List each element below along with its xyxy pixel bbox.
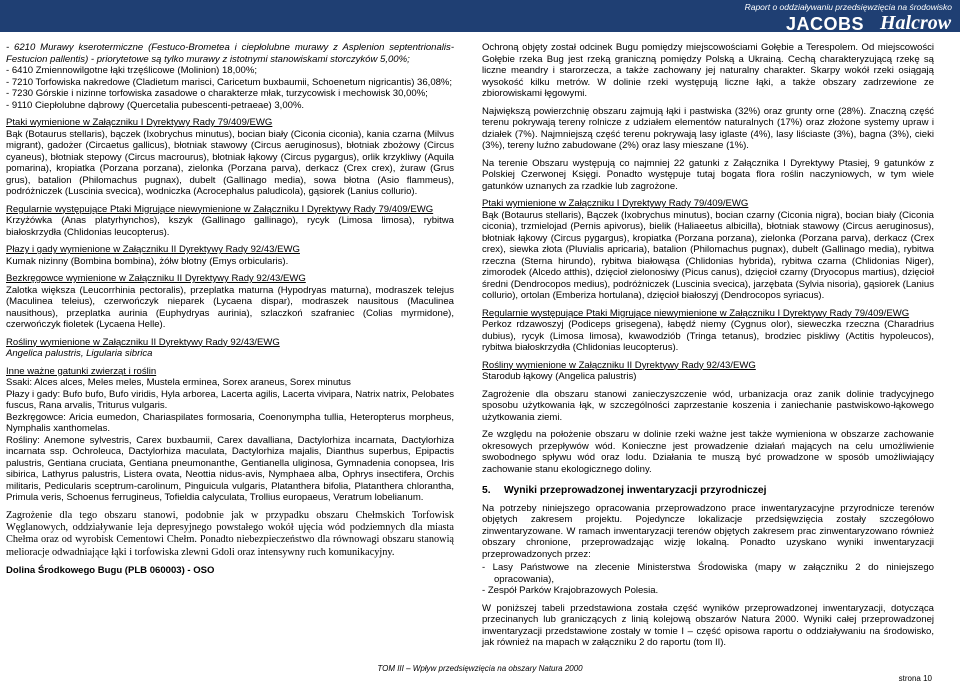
- right-migratory-text: Perkoz rdzawoszyj (Podiceps grisegena), łabędź niemy (Cygnus olor), sieweczka rzeczna (Charadrius dubius), rycyk (Limosa limosa), kwawodziób (Tringa tetanus), brodziec piskliwy (Actitis hypoleucos), rybitwa białoskrzydła (Chlidonias leucopterus).: [482, 319, 934, 353]
- amphibians-text: Kumak nizinny (Bombina bombina), żółw błotny (Emys orbicularis).: [6, 255, 289, 267]
- report-title: Raport o oddziaływaniu przedsięwzięcia na środowisko: [744, 2, 952, 12]
- footer-title: TOM III – Wpływ przedsięwzięcia na obszary Natura 2000: [377, 664, 583, 673]
- right-plants-heading: Rośliny wymienione w Załączniku II Dyrektywy Rady 92/43/EWG: [482, 359, 756, 371]
- other-ssaki: Ssaki: Alces alces, Meles meles, Mustela erminea, Sorex araneus, Sorex minutus: [6, 377, 351, 388]
- plants-section: [6, 337, 454, 360]
- invertebrates-section: [6, 273, 454, 331]
- right-birds-section: [482, 198, 934, 302]
- list-item: - Lasy Państwowe na zlecenie Ministerstwa Środowiska (mapy w załączniku 2 do niniejszego opracowania),: [482, 562, 934, 585]
- threat-paragraph: Zagrożenie dla tego obszaru stanowi, podobnie jak w przypadku obszaru Chełmskich Torfowisk Węglanowych, oddziaływanie leja depresyjnego powstałego wokół ujęcia wód podziemnych dla miasta Chełma oraz od wyrobisk Cementowi Chełm. Ponadto niebezpieczeństwo dla równowagi obszaru stanowią melioracje odwadniające łąki i torfowiska zlewni Gdoli oraz intensywny ruch komunikacyjny.: [6, 509, 454, 558]
- right-birds-heading: Ptaki wymienione w Załączniku I Dyrektywy Rady 79/409/EWG: [482, 198, 749, 209]
- flood-paragraph: Ze względu na położenie obszaru w dolinie rzeki ważne jest także wymieniona w obszarze zachowanie okresowych przepływów wód. Konieczne jest prowadzenie działań mających na celu umożliwienie swobodnego spływu wód oraz lodu. Działania te muszą być prowadzone w sposób umożliwiający zachowanie stanu ekologicznego doliny.: [482, 429, 934, 475]
- area-paragraph: Największą powierzchnię obszaru zajmują łąki i pastwiska (32%) oraz grunty orne (28%). Znaczną część terenu pokrywają tereny rolnicze z udziałem elementów naturalnych (17%) oraz złożone systemy upraw i działek (7%). Najmniejszą część terenu pokrywają lasy iglaste (4%), lasy liściaste (3%), bagna (3%), cieki (3%), tereny luźno zabudowane (2%) oraz lasy mieszane (1%).: [482, 105, 934, 151]
- birds-heading: Ptaki wymienione w Załączniku I Dyrektywy Rady 79/409/EWG: [6, 117, 273, 128]
- habitat-item: - 6210 Murawy kserotermiczne (Festuco-Brometea i ciepłolubne murawy z Asplenion septentrionalis-Festucion pallentis) - priorytetowe są tylko murawy z istotnymi stanowiskami storczyków 5,00%;: [6, 42, 454, 65]
- migratory-text: Krzyżówka (Anas platyrhynchos), kszyk (Gallinago gallinago), rycyk (Limosa limosa), rybitwa białoskrzydła (Chlidonias leucopterus).: [6, 215, 454, 238]
- source-list: [482, 562, 934, 597]
- right-plants-text: Starodub łąkowy (Angelica palustris): [482, 371, 637, 382]
- section-paragraph: Na potrzeby niniejszego opracowania przeprowadzono prace inwentaryzacyjne przyrodnicze terenów objętych zakresem projektu. Pojedyncze lokalizacje przedsięwzięcia zostały szczegółowo zinwentaryzowane. W ramach inwentaryzacji terenów objętych zakresem prac zinwentaryzowano również obszary chronione, przeprowadzając wizję lokalną. Ponadto uzyskano wyniki inwentaryzacji przeprowadzonych przez:: [482, 502, 934, 560]
- site-title: Dolina Środkowego Bugu (PLB 060003) - OSO: [6, 565, 215, 577]
- other-rosliny: Rośliny: Anemone sylvestris, Carex buxbaumii, Carex davalliana, Dactylorhiza incarnata, Dactylorhiza incarnata ssp. Ochroleuca, Dactylorhiza maculata, Dactylorhiza majalis, Dianthus superbus, Epipactis palustris, Gentiana cruciata, Gentiana pneumonanthe, Gentianella uliginosa, Gymnadenia conopsea, Iris sibirica, Lathyrus palustris, Listera ovata, Neottia nidus-avis, Nymphaea alba, Ophrys insectifera, Orchis militaris, Pedicularis sceptrum-carolinum, Pinguicula vulgaris, Platanthera bifolia, Platanthera chlorantha, Primula veris, Schoenus ferrugineus, Tofieldia calyculata, Trollius europaeus, Veratrum lobelianum.: [6, 434, 454, 503]
- other-bezkregowce: Bezkręgowce: Aricia eumedon, Chariaspilates formosaria, Coenonympha tullia, Heteropterus morpheus, Nymphalis xanthomelas.: [6, 411, 454, 434]
- plants-text: Angelica palustris, Ligularia sibrica: [6, 348, 153, 359]
- habitat-item: - 9110 Ciepłolubne dąbrowy (Quercetalia pubescenti-petraeae) 3,00%.: [6, 99, 305, 111]
- birds-text: Bąk (Botaurus stellaris), bączek (Ixobrychus minutus), bocian biały (Ciconia ciconia), kania czarna (Milvus migrant), gadożer (Circaetus gallicus), błotniak stawowy (Circus aeruginosus), błotniak zbożowy (Circus cyaneus), błotniak stepowy (Circus macrourus), błotniak łąkowy (Circus pygargus), orlik krzykliwy (Aquila pomarina), kropiatka (Porzana porzana), zielonka (Porzana parva), derkacz (Crex crex), żuraw (Grus grus), batalion (Philomachus pugnax), dubelt (Gallinago media), sowa błotna (Asio flammeus), podróżniczek (Luscinia svecica), wodniczka (Acrocephalus paludicola), gąsiorek (Lanius collurio).: [6, 128, 454, 197]
- halcrow-logo: Halcrow: [880, 12, 952, 34]
- other-plazy: Płazy i gady: Bufo bufo, Bufo viridis, Hyla arborea, Lacerta agilis, Lacerta vivipara, Natrix natrix, Pelobates fuscus, Rana arvalis, Triturus vulgaris.: [6, 388, 454, 411]
- other-species-section: [6, 366, 454, 504]
- birds-section: [6, 117, 454, 198]
- invertebrates-heading: Bezkręgowce wymienione w Załączniku II Dyrektywy Rady 92/43/EWG: [6, 273, 306, 284]
- right-threat-paragraph: Zagrożenie dla obszaru stanowi zanieczyszczenie wód, urbanizacja oraz zanik dolinie tradycyjnego sposobu użytkowania łąk, w szczególności zaprzestanie koszenia i zaniechanie pastwiskowo-łąkowego użytkowania ziemi.: [482, 388, 934, 423]
- page-number: strona 10: [898, 674, 932, 683]
- right-migratory-heading: Regularnie występujące Ptaki Migrujące niewymienione w Załączniku I Dyrektywy Rady 79/409/EWG: [482, 307, 910, 319]
- section-heading: [482, 485, 934, 497]
- plants-heading: Rośliny wymienione w Załączniku II Dyrektywy Rady 92/43/EWG: [6, 336, 280, 348]
- left-column: [6, 42, 454, 583]
- amphibians-section: [6, 244, 454, 267]
- section-title: Wyniki przeprowadzonej inwentaryzacji przyrodniczej: [504, 485, 767, 496]
- habitat-list: [6, 42, 454, 111]
- habitat-item: - 6410 Zmiennowilgotne łąki trzęślicowe (Molinion) 18,00%;: [6, 65, 257, 76]
- other-heading: Inne ważne gatunki zwierząt i roślin: [6, 365, 157, 377]
- migratory-section: [6, 204, 454, 239]
- amphibians-heading: Płazy i gady wymienione w Załączniku II Dyrektywy Rady 92/43/EWG: [6, 244, 300, 255]
- habitat-item: - 7230 Górskie i nizinne torfowiska zasadowe o charakterze młak, turzycowisk i mechowisk 30,00%;: [6, 88, 428, 99]
- migratory-heading: Regularnie występujące Ptaki Migrujące niewymienione w Załączniku I Dyrektywy Rady 79/409/EWG: [6, 203, 434, 215]
- invertebrates-text: Zalotka większa (Leucorrhinia pectoralis), przeplatka maturna (Hypodryas maturna), modraszek telejus (Maculinea teleius), czerwończyk nieparek (Lycaena dispar), modraszek nausitous (Maculinea nausithous), przeplatka aurinia (Euphydryas aurinia), szlaczkoń szafraniec (Colias myrmidone), czerwończyk fioletek (Lycaena Helle).: [6, 284, 454, 330]
- closing-paragraph: W poniższej tabeli przedstawiona została część wyników przeprowadzonej inwentaryzacji, dotycząca przecinanych lub graniczących z linią kolejową obszarów Natura 2000. Wyniki całej przeprowadzonej inwentaryzacji przedstawione zostały w tomie I – część opisowa raportu o oddziaływaniu na środowisko, jak również na mapach w załączniku 2 do raportu (tom II).: [482, 602, 934, 648]
- jacobs-logo: JACOBS: [786, 14, 865, 34]
- right-column: [482, 42, 934, 655]
- right-migratory-section: [482, 308, 934, 354]
- section-number: 5.: [482, 485, 491, 496]
- right-birds-text: Bąk (Botaurus stellaris), Bączek (Ixobrychus minutus), bocian czarny (Ciconia nigra), bocian biały (Ciconia ciconia), trzmielojad (Pernis apivorus), bielik (Haliaeetus albicilla), błotniak stawowy (Circus aeruginosus), błotniak łąkowy (Circus pygargus), kropiatka (Porzana porzana), zielonka (Porzana parva), derkacz (Crex crex), siewka złota (Pluvialis apricaria), batalion (Philomachus pugnax), dubelt (Gallinago media), rybitwa rzeczna (Sterna hirundo), rybitwa białowąsa (Chlidonias hybrida), rybitwa czarna (Chlidonias Niger), zimorodek (Alcedo atthis), dzięcioł zielonosiwy (Picus canus), dzięcioł czarny (Dryocopus martius), dzięcioł średni (Dendrocopos medius), podróżniczek (Luscinia svecica), jarzębata (Sylvia nisoria), gąsiorek (Lanius collurio), ortolan (Emberiza hortulana), dzięcioł białoszyj (Dendrocopos syriacus).: [482, 209, 934, 301]
- birds-count-paragraph: Na terenie Obszaru występują co najmniej 22 gatunki z Załącznika I Dyrektywy Ptasiej, 9 gatunków z Polskiej Czerwonej Księgi. Ponadto występuje tutaj bogata flora roślin naczyniowych, w tym wiele gatunków uznanych za rzadkie lub zagrożone.: [482, 157, 934, 192]
- list-item: - Zespół Parków Krajobrazowych Polesia.: [482, 585, 659, 596]
- right-plants-section: [482, 360, 934, 383]
- intro-paragraph: Ochroną objęty został odcinek Bugu pomiędzy miejscowościami Gołębie a Terespolem. Od miejscowości Gołębie rzeka Bug jest rzeką graniczną pomiędzy Polską a Ukrainą. Cechą charakteryzującą rzekę są liczne meandry i starorzecza, a także zachowany jej naturalny charakter. Skarpy wokół rzeki osiągają wysokość kilku metrów. W dolinie rzeki występują liczne łąki, a także obszary zadrzewione ze zbiorowiskami łęgowymi.: [482, 42, 934, 99]
- habitat-item: - 7210 Torfowiska nakredowe (Cladietum marisci, Caricetum buxbaumii, Schoenetum nigricantis) 36,08%;: [6, 76, 453, 88]
- header-band: [0, 0, 960, 32]
